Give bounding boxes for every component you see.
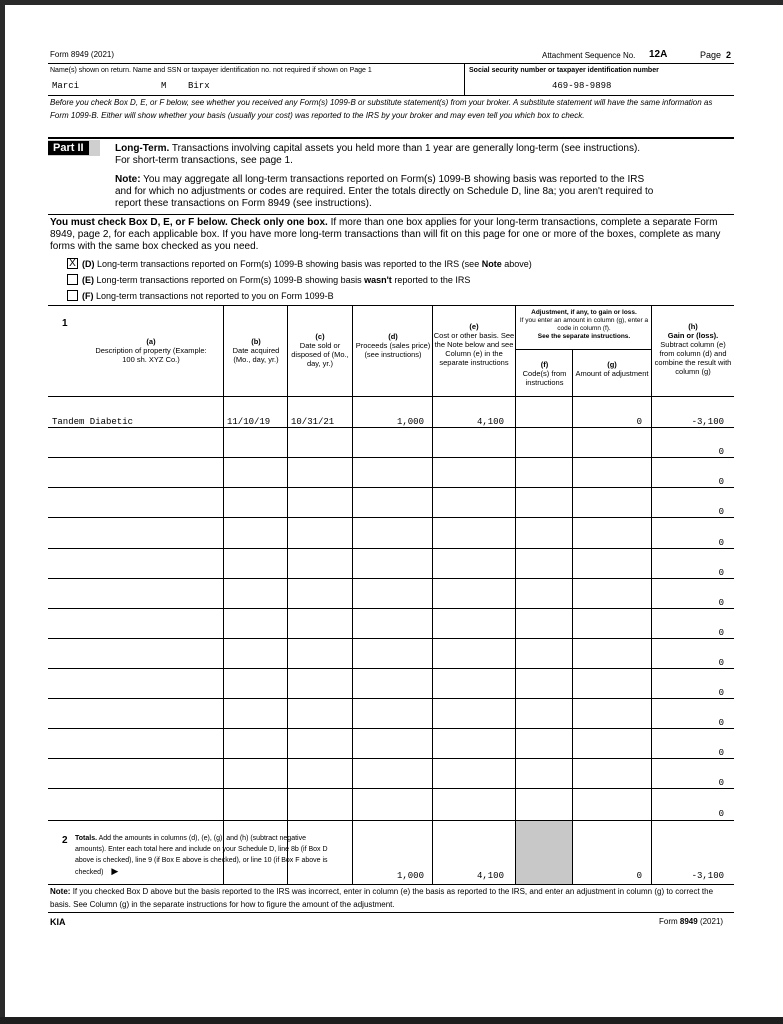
col-a-desc: Description of property (Example: 100 sh. XYZ Co.)	[95, 346, 207, 364]
form-id: Form 8949 (2021)	[50, 50, 115, 59]
footer-kia: KIA	[50, 917, 66, 927]
totals-desc: Add the amounts in columns (d), (e), (g), and (h) (subtract negative amounts). Enter each total here and include on your Schedule D, line 8b (if Box D above is checked), line 9 (if Box E above is checked), or line 10 (if Box F above is checked)	[75, 835, 328, 876]
cell-description: Tandem Diabetic	[52, 417, 134, 427]
box-d-text: Long-term transactions reported on Form(s) 1099-B showing basis was reported to the IRS (see	[97, 259, 480, 269]
frame-top	[0, 0, 783, 5]
part-desc: Transactions involving capital assets you held more than 1 year are generally long-term (see instructions). For short-term transactions, see page 1.	[115, 143, 641, 166]
intro-text: Before you check Box D, E, or F below, see whether you received any Form(s) 1099-B or substitute statement(s) from your broker. A substitute statement will have the same information as Form 1099-B. Either will show whether your basis (usually your cost) was reported to the IRS by your broker and may even tell you which box to check.	[50, 98, 713, 120]
col-d-letter: (d)	[388, 332, 398, 341]
col-h-letter: (h)	[688, 322, 698, 331]
taxpayer-middle: M	[161, 81, 167, 91]
cell-gain-loss: 0	[718, 778, 724, 788]
col-divider-c	[352, 306, 353, 885]
footer-form-no: 8949	[679, 917, 698, 926]
col-b-desc: Date acquired (Mo., day, yr.)	[232, 346, 280, 364]
cell-gain-loss: 0	[718, 477, 724, 487]
row-rule	[48, 608, 734, 609]
totals-desc-block	[75, 833, 335, 878]
box-d-tail: above)	[504, 259, 532, 269]
cell-gain-loss: 0	[718, 598, 724, 608]
col-d-desc: Proceeds (sales price) (see instructions)	[355, 341, 431, 359]
total-gain-loss: -3,100	[691, 871, 724, 881]
adjustment-header	[517, 309, 651, 341]
col-divider-b	[287, 306, 288, 885]
bottom-note-text: If you checked Box D above but the basis reported to the IRS was incorrect, enter in column (e) the basis as reported to the IRS, and enter an adjustment in column (g) to correct the basis. See Column (g) in the separate instructions for how to figure the amount of the adjustment.	[50, 887, 714, 909]
part-title: Long-Term.	[115, 143, 170, 154]
col-a-header	[92, 337, 210, 364]
box-d-checkbox[interactable]: X	[67, 258, 78, 269]
name-ssn-divider	[464, 63, 465, 95]
must-check-rest: If more than one box applies for your long-term transactions, complete a separate Form 8949, page 2, for each applicable box. If you have more long-term transactions than will fit on this page for one or more of the boxes, complete as many forms with the same box checked as you need.	[50, 217, 721, 252]
col-d-header	[354, 332, 432, 359]
box-e-letter: (E)	[82, 275, 94, 285]
page-no: 2	[726, 50, 732, 60]
part-note: You may aggregate all long-term transactions reported on Form(s) 1099-B showing basis was reported to the IRS and for which no adjustments or codes are required. Enter the totals directly on Schedule D, line 8a; you aren't required to report these transactions on Form 8949 (see instructions).	[115, 174, 654, 209]
cell-date-acquired: 11/10/19	[227, 417, 271, 427]
footer-form	[659, 917, 723, 926]
col-h-title: Gain or (loss).	[667, 331, 719, 340]
total-proceeds: 1,000	[396, 871, 424, 881]
box-e-tail: reported to the IRS	[394, 275, 471, 285]
totals-bottom-rule	[48, 884, 734, 885]
col-g-desc: Amount of adjustment	[575, 369, 649, 378]
adjustment-see: See the separate instructions.	[537, 333, 631, 340]
box-d-letter: (D)	[82, 259, 95, 269]
row-rule	[48, 728, 734, 729]
col-g-letter: (g)	[607, 360, 617, 369]
col-f-letter: (f)	[540, 360, 549, 369]
col-f-header	[517, 360, 572, 387]
col-e-header	[433, 322, 515, 367]
name-rule	[48, 95, 734, 96]
row-rule	[48, 517, 734, 518]
col-divider-f	[572, 349, 573, 885]
cell-gain-loss: 0	[718, 538, 724, 548]
col-divider-d	[432, 306, 433, 885]
row-rule	[48, 638, 734, 639]
cell-gain-loss: 0	[718, 507, 724, 517]
box-d-label	[82, 259, 532, 269]
col-h-header	[652, 322, 734, 376]
cell-gain-loss: 0	[718, 688, 724, 698]
must-check-block	[50, 217, 730, 253]
attachment-no: 12A	[649, 49, 668, 60]
page-label: Page	[700, 50, 722, 60]
col-e-desc: Cost or other basis. See the Note below and see Column (e) in the separate instructions	[433, 331, 515, 367]
box-f-letter: (F)	[82, 291, 94, 301]
part-desc-block	[115, 143, 655, 167]
cell-adjustment: 0	[636, 417, 642, 427]
cell-gain-loss: 0	[718, 568, 724, 578]
part-note-block	[115, 174, 655, 210]
box-f-text: Long-term transactions not reported to you on Form 1099-B	[96, 291, 334, 301]
adjustment-sub: If you enter an amount in column (g), enter a code in column (f).	[519, 317, 649, 332]
taxpayer-last: Birx	[188, 81, 210, 91]
must-check-bold: You must check Box D, E, or F below. Check only one box.	[50, 217, 328, 228]
part-rule	[48, 214, 734, 215]
col-c-desc: Date sold or disposed of (Mo., day, yr.)	[291, 341, 349, 368]
footer-form-prefix: Form	[659, 917, 678, 926]
taxpayer-first: Marci	[52, 81, 80, 91]
cell-gain-loss: 0	[718, 718, 724, 728]
taxpayer-ssn: 469-98-9898	[552, 81, 612, 91]
line-1-number: 1	[62, 318, 68, 329]
part-note-label: Note:	[115, 174, 141, 185]
line-2-number: 2	[62, 835, 68, 846]
header-rule	[48, 63, 734, 64]
box-d-bold-tail: Note	[481, 259, 502, 269]
col-divider-a	[223, 306, 224, 885]
adjustment-title: Adjustment, if any, to gain or loss.	[531, 309, 637, 316]
col-c-letter: (c)	[315, 332, 325, 341]
ssn-label: Social security number or taxpayer identification number	[469, 67, 659, 74]
cell-proceeds: 1,000	[396, 417, 424, 427]
col-divider-e	[515, 306, 516, 885]
adjustment-split-rule	[515, 349, 651, 350]
row-rule	[48, 578, 734, 579]
cell-gain-loss: -3,100	[691, 417, 724, 427]
cell-gain-loss: 0	[718, 658, 724, 668]
col-a-letter: (a)	[146, 337, 156, 346]
totals-arrow-icon: ▶	[111, 866, 119, 876]
frame-left	[0, 0, 5, 1024]
total-cost-basis: 4,100	[476, 871, 504, 881]
box-e-bold-tail: wasn't	[364, 275, 392, 285]
header-bottom-rule	[48, 396, 734, 397]
col-b-header	[225, 337, 287, 364]
cell-date-sold: 10/31/21	[291, 417, 335, 427]
row-rule	[48, 668, 734, 669]
name-label: Name(s) shown on return. Name and SSN or taxpayer identification no. not required if shown on Page 1	[50, 67, 372, 74]
cell-gain-loss: 0	[718, 628, 724, 638]
frame-bottom	[0, 1017, 783, 1024]
totals-label: Totals.	[75, 835, 98, 842]
cell-cost-basis: 4,100	[476, 417, 504, 427]
col-c-header	[288, 332, 352, 368]
bottom-note-label: Note:	[50, 887, 71, 896]
box-f-checkbox[interactable]	[67, 290, 78, 301]
row-rule	[48, 487, 734, 488]
cell-gain-loss: 0	[718, 748, 724, 758]
totals-code-shaded	[516, 821, 572, 884]
total-adjustment: 0	[636, 871, 642, 881]
note-bottom-rule	[48, 912, 734, 913]
row-rule	[48, 548, 734, 549]
cell-gain-loss: 0	[718, 447, 724, 457]
row-rule	[48, 758, 734, 759]
box-e-label	[82, 275, 470, 285]
table-top-rule	[48, 305, 734, 306]
col-f-desc: Code(s) from instructions	[522, 369, 567, 387]
part-tag: Part II	[48, 141, 89, 155]
cell-gain-loss: 0	[718, 809, 724, 819]
col-g-header	[574, 360, 650, 378]
row-rule	[48, 427, 734, 428]
col-h-desc: Subtract column (e) from column (d) and combine the result with column (g)	[654, 340, 732, 376]
row-rule	[48, 457, 734, 458]
col-divider-g	[651, 306, 652, 885]
box-f-label	[82, 291, 334, 301]
attachment-label: Attachment Sequence No.	[542, 51, 636, 60]
box-e-text: Long-term transactions reported on Form(s) 1099-B showing basis	[96, 275, 362, 285]
col-e-letter: (e)	[469, 322, 479, 331]
row-rule	[48, 820, 734, 821]
footer-year: (2021)	[699, 917, 724, 926]
row-rule	[48, 788, 734, 789]
intro-rule	[48, 137, 734, 139]
box-e-checkbox[interactable]	[67, 274, 78, 285]
bottom-note-block	[50, 886, 730, 911]
col-b-letter: (b)	[251, 337, 261, 346]
row-rule	[48, 698, 734, 699]
